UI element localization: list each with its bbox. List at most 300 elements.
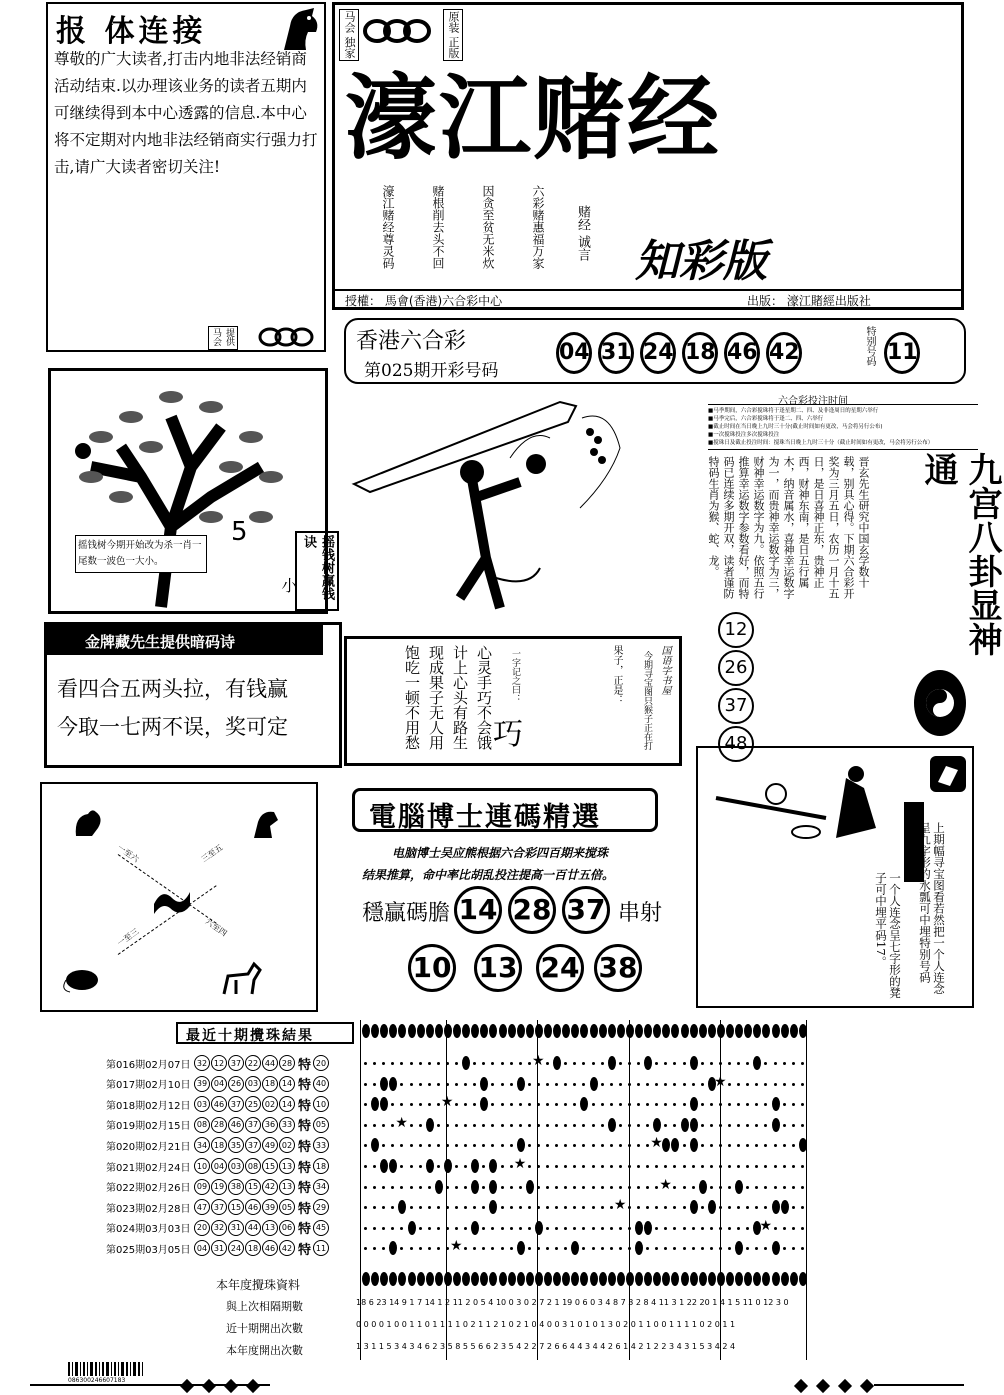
masthead-tag-right: 原装 正版 (443, 9, 463, 61)
grid-empty-dot (546, 1165, 549, 1168)
grid-empty-dot (783, 1227, 786, 1230)
draw-ball: 24 (640, 332, 676, 374)
grid-empty-dot (619, 1103, 622, 1106)
riddle-col3: 现成果子无人用 (427, 645, 445, 750)
result-period: 第017期02月10日 (106, 1080, 191, 1092)
money-tree-box (48, 368, 334, 614)
grid-empty-dot (646, 1165, 649, 1168)
tree-number: 5 (231, 517, 248, 547)
grid-header-dot (599, 1024, 607, 1038)
grid-empty-dot (673, 1227, 676, 1230)
grid-summary-dot (735, 1272, 743, 1286)
result-row (106, 1054, 330, 1072)
schedule-title: 六合彩投注时间 (778, 396, 848, 407)
grid-empty-dot (410, 1083, 413, 1086)
grid-empty-dot (783, 1124, 786, 1127)
grid-empty-dot (655, 1206, 658, 1209)
result-ball: 24 (228, 1240, 244, 1256)
result-ball: 04 (211, 1076, 227, 1092)
grid-empty-dot (564, 1124, 567, 1127)
grid-drawn-mark (608, 1118, 616, 1132)
grid-summary-dot (398, 1272, 406, 1286)
grid-empty-dot (400, 1186, 403, 1189)
draw-label: 香港六合彩 (356, 329, 467, 354)
grid-empty-dot (701, 1247, 704, 1250)
grid-empty-dot (664, 1165, 667, 1168)
grid-empty-dot (692, 1186, 695, 1189)
result-ball: 10 (194, 1158, 210, 1174)
riddle-side3: 国语字书屋 (659, 645, 670, 695)
grid-empty-dot (501, 1103, 504, 1106)
result-ball: 15 (262, 1158, 278, 1174)
riddle-box (344, 636, 682, 766)
grid-empty-dot (546, 1124, 549, 1127)
grid-empty-dot (664, 1124, 667, 1127)
grid-empty-dot (582, 1124, 585, 1127)
result-ball: 37 (245, 1117, 261, 1133)
grid-empty-dot (646, 1103, 649, 1106)
grid-empty-dot (501, 1227, 504, 1230)
grid-special-mark: ★ (613, 1197, 627, 1214)
grid-header-dot (499, 1024, 507, 1038)
grid-empty-dot (692, 1165, 695, 1168)
grid-empty-dot (455, 1165, 458, 1168)
grid-empty-dot (373, 1206, 376, 1209)
footer-line (874, 1384, 964, 1386)
grid-summary-dot (517, 1272, 525, 1286)
grid-empty-dot (491, 1124, 494, 1127)
grid-summary-dot (462, 1272, 470, 1286)
result-ball: 28 (211, 1117, 227, 1133)
grid-separator (360, 1020, 361, 1360)
grid-empty-dot (510, 1227, 513, 1230)
grid-empty-dot (419, 1144, 422, 1147)
grid-summary-dot (580, 1272, 588, 1286)
grid-separator (720, 1020, 721, 1360)
grid-empty-dot (637, 1062, 640, 1065)
grid-empty-dot (573, 1206, 576, 1209)
result-special-ball: 45 (313, 1220, 329, 1236)
grid-header-dot (562, 1024, 570, 1038)
grid-empty-dot (364, 1144, 367, 1147)
grid-empty-dot (601, 1062, 604, 1065)
grid-empty-dot (701, 1227, 704, 1230)
grid-empty-dot (501, 1062, 504, 1065)
grid-empty-dot (546, 1103, 549, 1106)
grid-empty-dot (419, 1165, 422, 1168)
grid-empty-dot (746, 1083, 749, 1086)
poem-line-1: 看四合五两头拉，有钱赢 (57, 677, 288, 701)
result-special-label: 特 (298, 1098, 312, 1114)
grid-empty-dot (610, 1247, 613, 1250)
grid-empty-dot (564, 1186, 567, 1189)
grid-empty-dot (364, 1083, 367, 1086)
grid-empty-dot (391, 1144, 394, 1147)
result-ball: 03 (194, 1096, 210, 1112)
result-ball: 08 (245, 1158, 261, 1174)
grid-empty-dot (646, 1247, 649, 1250)
grid-drawn-mark (644, 1221, 652, 1235)
grid-empty-dot (510, 1103, 513, 1106)
grid-empty-dot (728, 1062, 731, 1065)
grid-header-dot (526, 1024, 534, 1038)
grid-empty-dot (464, 1206, 467, 1209)
grid-empty-dot (391, 1227, 394, 1230)
grid-empty-dot (646, 1144, 649, 1147)
grid-empty-dot (737, 1062, 740, 1065)
grid-empty-dot (491, 1083, 494, 1086)
result-ball: 42 (262, 1179, 278, 1195)
grid-empty-dot (792, 1124, 795, 1127)
grid-empty-dot (501, 1165, 504, 1168)
grid-empty-dot (564, 1103, 567, 1106)
grid-empty-dot (737, 1206, 740, 1209)
grid-empty-dot (655, 1083, 658, 1086)
grid-empty-dot (519, 1186, 522, 1189)
poem-line-2: 今取一七两不误，奖可定 (57, 715, 288, 739)
gap-label: 與上次相隔期數 (226, 1300, 303, 1313)
grid-empty-dot (419, 1083, 422, 1086)
grid-empty-dot (764, 1103, 767, 1106)
grid-empty-dot (646, 1083, 649, 1086)
grid-empty-dot (464, 1103, 467, 1106)
result-ball: 20 (194, 1220, 210, 1236)
grid-empty-dot (737, 1144, 740, 1147)
grid-empty-dot (582, 1144, 585, 1147)
grid-drawn-mark (653, 1118, 661, 1132)
grid-empty-dot (764, 1186, 767, 1189)
result-ball: 18 (245, 1240, 261, 1256)
monkey-illustration (350, 388, 700, 628)
grid-drawn-mark (489, 1159, 497, 1173)
grid-empty-dot (783, 1186, 786, 1189)
grid-empty-dot (391, 1103, 394, 1106)
result-ball: 02 (279, 1137, 295, 1153)
result-row (106, 1157, 330, 1175)
result-ball: 39 (262, 1199, 278, 1215)
grid-empty-dot (592, 1144, 595, 1147)
grid-drawn-mark (380, 1159, 388, 1173)
grid-header-dot (653, 1024, 661, 1038)
grid-empty-dot (801, 1186, 804, 1189)
grid-empty-dot (610, 1165, 613, 1168)
diamond-icon (224, 1379, 238, 1393)
grid-drawn-mark (462, 1056, 470, 1070)
grid-empty-dot (601, 1186, 604, 1189)
grid-empty-dot (573, 1124, 576, 1127)
grid-empty-dot (673, 1206, 676, 1209)
grid-header-dot (681, 1024, 689, 1038)
rooster-icon (70, 806, 106, 842)
grid-summary-dot (553, 1272, 561, 1286)
logo-rings-icon (363, 17, 437, 45)
result-ball: 49 (262, 1137, 278, 1153)
grid-empty-dot (737, 1083, 740, 1086)
grid-empty-dot (382, 1206, 385, 1209)
result-ball: 44 (262, 1055, 278, 1071)
grid-empty-dot (364, 1062, 367, 1065)
grid-header-dot (626, 1024, 634, 1038)
grid-empty-dot (619, 1186, 622, 1189)
grid-empty-dot (792, 1206, 795, 1209)
grid-header-dot (735, 1024, 743, 1038)
grid-summary-dot (790, 1272, 798, 1286)
treasure-text-1: 上期幅寻宝图看若然把一个人连念呈九字形的水瓢可中埋特别号码19，把 (904, 822, 946, 995)
grid-empty-dot (482, 1186, 485, 1189)
grid-empty-dot (373, 1083, 376, 1086)
grid-header-dot (389, 1024, 397, 1038)
grid-empty-dot (728, 1124, 731, 1127)
grid-empty-dot (792, 1103, 795, 1106)
bagua-number: 26 (718, 650, 754, 686)
grid-empty-dot (601, 1083, 604, 1086)
grid-empty-dot (410, 1206, 413, 1209)
masthead-title: 濠江赌经 (345, 64, 722, 172)
grid-empty-dot (792, 1083, 795, 1086)
grid-empty-dot (382, 1144, 385, 1147)
grid-empty-dot (601, 1247, 604, 1250)
result-ball: 31 (211, 1240, 227, 1256)
dr-pick-title: 電腦博士連碼精選 (369, 802, 601, 833)
grid-empty-dot (555, 1124, 558, 1127)
grid-empty-dot (701, 1103, 704, 1106)
grid-header-dot (662, 1024, 670, 1038)
grid-empty-dot (792, 1186, 795, 1189)
grid-special-mark: ★ (513, 1156, 527, 1172)
grid-empty-dot (637, 1144, 640, 1147)
grid-empty-dot (437, 1062, 440, 1065)
grid-empty-dot (501, 1206, 504, 1209)
grid-empty-dot (764, 1144, 767, 1147)
grid-empty-dot (755, 1124, 758, 1127)
grid-drawn-mark (480, 1077, 488, 1091)
result-ball: 44 (245, 1220, 261, 1236)
grid-empty-dot (774, 1186, 777, 1189)
grid-empty-dot (501, 1083, 504, 1086)
dr-pick-strong-ball: 14 (454, 886, 502, 934)
grid-special-mark: ★ (650, 1135, 663, 1152)
grid-header-dot (644, 1024, 652, 1038)
grid-empty-dot (637, 1165, 640, 1168)
grid-summary-dot (599, 1272, 607, 1286)
grid-empty-dot (400, 1062, 403, 1065)
grid-empty-dot (501, 1186, 504, 1189)
grid-special-mark: ★ (659, 1176, 672, 1193)
grid-empty-dot (437, 1247, 440, 1250)
grid-empty-dot (555, 1103, 558, 1106)
grid-empty-dot (546, 1062, 549, 1065)
grid-empty-dot (692, 1227, 695, 1230)
grid-summary-dot (380, 1272, 388, 1286)
grid-summary-dot (653, 1272, 661, 1286)
result-ball: 13 (279, 1158, 295, 1174)
grid-drawn-mark (662, 1138, 670, 1152)
grid-empty-dot (428, 1227, 431, 1230)
result-ball: 04 (194, 1240, 210, 1256)
grid-header-dot (435, 1024, 443, 1038)
zodiac-label: 六至四 (203, 916, 229, 939)
draw-period: 第025期开彩号码 (364, 361, 499, 381)
grid-empty-dot (592, 1206, 595, 1209)
grid-empty-dot (373, 1227, 376, 1230)
grid-empty-dot (573, 1186, 576, 1189)
grid-empty-dot (373, 1165, 376, 1168)
grid-empty-dot (419, 1186, 422, 1189)
tree-text: 摇钱树今期开始改为杀一肖一尾数一波色一大小。 (75, 535, 207, 573)
result-ball: 13 (279, 1179, 295, 1195)
grid-summary-dot (708, 1272, 716, 1286)
grid-empty-dot (792, 1062, 795, 1065)
grid-summary-dot (444, 1272, 452, 1286)
grid-empty-dot (601, 1103, 604, 1106)
grid-empty-dot (491, 1227, 494, 1230)
grid-empty-dot (428, 1247, 431, 1250)
result-special-ball: 05 (313, 1117, 329, 1133)
result-special-ball: 34 (313, 1179, 329, 1195)
diamond-icon (180, 1379, 194, 1393)
grid-summary-dot (480, 1272, 488, 1286)
grid-empty-dot (482, 1124, 485, 1127)
grid-empty-dot (683, 1227, 686, 1230)
grid-summary-dot (762, 1272, 770, 1286)
grid-empty-dot (555, 1165, 558, 1168)
grid-empty-dot (546, 1186, 549, 1189)
masthead-license: 授權： 馬會(香港)六合彩中心 (345, 294, 503, 308)
grid-empty-dot (455, 1103, 458, 1106)
diamond-icon (816, 1379, 830, 1393)
grid-empty-dot (592, 1124, 595, 1127)
grid-empty-dot (419, 1124, 422, 1127)
grid-empty-dot (701, 1083, 704, 1086)
grid-summary-dot (371, 1272, 379, 1286)
grid-header-dot (535, 1024, 543, 1038)
masthead (332, 2, 964, 310)
result-period: 第020期02月21日 (106, 1141, 191, 1153)
grid-empty-dot (364, 1165, 367, 1168)
grid-empty-dot (364, 1124, 367, 1127)
grid-empty-dot (373, 1124, 376, 1127)
grid-header-dot (580, 1024, 588, 1038)
grid-empty-dot (601, 1124, 604, 1127)
grid-drawn-mark (735, 1241, 743, 1255)
grid-drawn-mark (489, 1180, 497, 1194)
grid-empty-dot (737, 1227, 740, 1230)
grid-empty-dot (610, 1103, 613, 1106)
grid-drawn-mark (735, 1180, 743, 1194)
bagua-title: 九宫八卦显神通 (918, 452, 1002, 656)
treasure-box (696, 746, 974, 1008)
grid-empty-dot (546, 1144, 549, 1147)
riddle-side1: 果子，正是： (611, 645, 622, 705)
result-ball: 33 (279, 1117, 295, 1133)
grid-header-dot (635, 1024, 643, 1038)
result-special-ball: 33 (313, 1137, 329, 1153)
grid-empty-dot (410, 1165, 413, 1168)
grid-special-mark: ★ (531, 1053, 545, 1069)
grid-drawn-mark (517, 1138, 525, 1152)
dr-pick-desc-1: 电脑博士吴应熊根据六合彩四百期来搅珠 (392, 846, 609, 860)
grid-empty-dot (373, 1247, 376, 1250)
rat-icon (60, 962, 104, 994)
result-ball: 28 (279, 1055, 295, 1071)
draw-result-bar (344, 318, 966, 384)
grid-header-dot (489, 1024, 497, 1038)
grid-empty-dot (664, 1206, 667, 1209)
grid-empty-dot (728, 1227, 731, 1230)
grid-summary-dot (590, 1272, 598, 1286)
grid-empty-dot (710, 1103, 713, 1106)
grid-empty-dot (555, 1227, 558, 1230)
bagua-number: 48 (718, 726, 754, 762)
grid-empty-dot (555, 1144, 558, 1147)
grid-empty-dot (774, 1083, 777, 1086)
result-ball: 46 (245, 1199, 261, 1215)
grid-empty-dot (428, 1062, 431, 1065)
result-ball: 14 (279, 1076, 295, 1092)
grid-empty-dot (673, 1083, 676, 1086)
horse-icon (248, 806, 284, 842)
grid-empty-dot (801, 1206, 804, 1209)
result-ball: 15 (245, 1179, 261, 1195)
grid-empty-dot (764, 1083, 767, 1086)
result-ball: 12 (211, 1055, 227, 1071)
grid-empty-dot (582, 1206, 585, 1209)
result-special-label: 特 (298, 1201, 312, 1217)
grid-empty-dot (410, 1124, 413, 1127)
footer-diamonds-left (176, 1376, 264, 1395)
grid-empty-dot (637, 1103, 640, 1106)
grid-header-dot (571, 1024, 579, 1038)
grid-empty-dot (801, 1103, 804, 1106)
grid-empty-dot (464, 1165, 467, 1168)
grid-empty-dot (619, 1083, 622, 1086)
schedule-line: ■马季完后，六合彩搅珠将于逢二、四、六举行 (708, 416, 824, 422)
grid-summary-dot (508, 1272, 516, 1286)
grid-special-mark: ★ (395, 1114, 408, 1131)
grid-header-dot (790, 1024, 798, 1038)
grid-empty-dot (573, 1062, 576, 1065)
bagua-number: 12 (718, 612, 754, 648)
result-ball: 37 (228, 1055, 244, 1071)
grid-empty-dot (792, 1165, 795, 1168)
result-special-label: 特 (298, 1160, 312, 1176)
grid-empty-dot (710, 1062, 713, 1065)
grid-drawn-mark (489, 1200, 497, 1214)
dr-pick-strong-ball: 28 (508, 886, 556, 934)
grid-empty-dot (664, 1083, 667, 1086)
grid-drawn-mark (644, 1056, 652, 1070)
grid-separator (806, 1020, 807, 1360)
grid-summary-dot (544, 1272, 552, 1286)
grid-empty-dot (792, 1144, 795, 1147)
grid-empty-dot (592, 1247, 595, 1250)
grid-empty-dot (455, 1206, 458, 1209)
result-special-label: 特 (298, 1078, 312, 1094)
grid-empty-dot (528, 1247, 531, 1250)
result-period: 第024期03月03日 (106, 1224, 191, 1236)
grid-empty-dot (455, 1062, 458, 1065)
grid-empty-dot (519, 1124, 522, 1127)
grid-empty-dot (364, 1186, 367, 1189)
zodiac-box (40, 782, 318, 1012)
result-ball: 25 (245, 1096, 261, 1112)
grid-summary-dot (681, 1272, 689, 1286)
draw-ball: 31 (598, 332, 634, 374)
grid-drawn-mark (772, 1241, 780, 1255)
result-ball: 03 (228, 1158, 244, 1174)
grid-summary-dot (617, 1272, 625, 1286)
grid-special-mark: ★ (759, 1217, 773, 1234)
